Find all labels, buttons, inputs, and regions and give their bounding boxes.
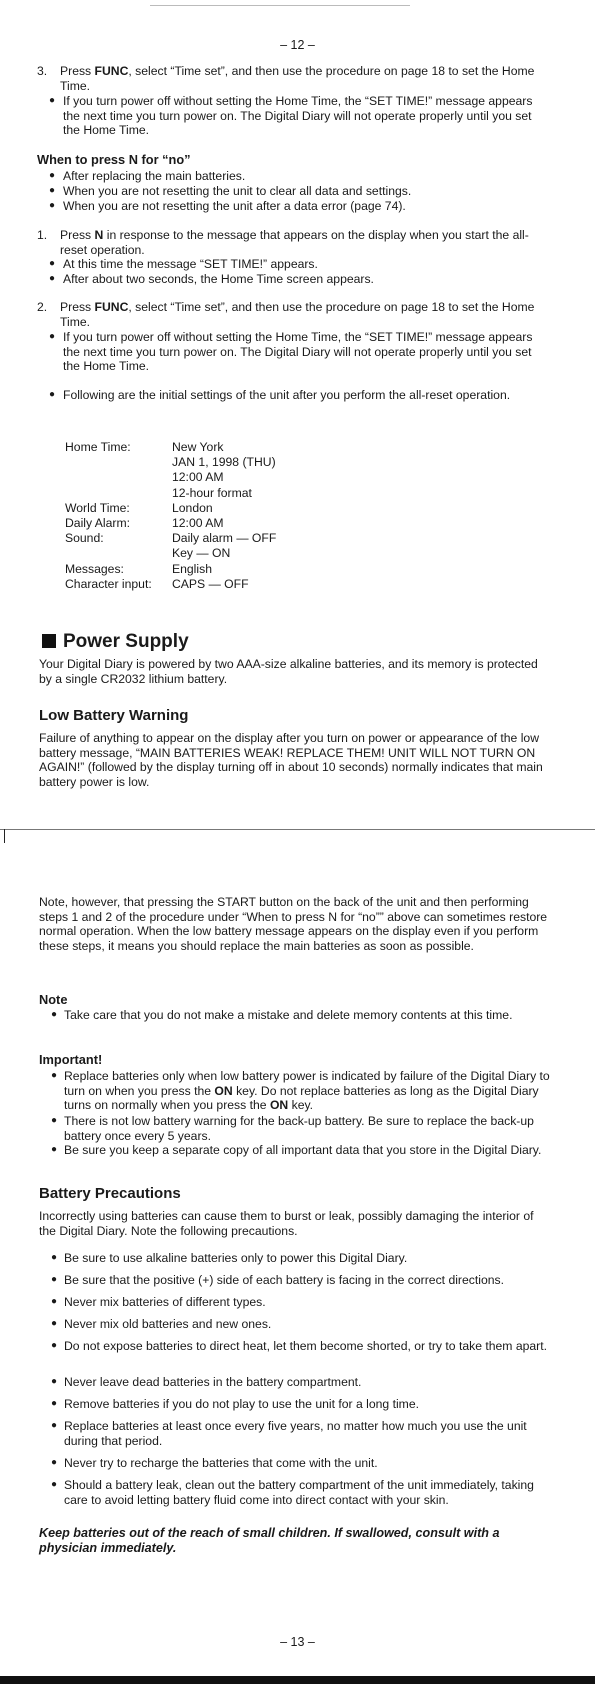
low-battery-paragraph: Failure of anything to appear on the display after you turn on power or appearance of the low battery message, “MAIN BATTERIES WEAK! REPLACE THEM! UNIT WILL NOT TURN ON AGAIN!” (followed by the display turning off in about 10 seconds) normally indicates that main battery power is low. (39, 731, 543, 789)
list-item-text: Replace batteries only when low battery power is indicated by failure of the Digital Diary to turn on when you press the (64, 1069, 550, 1098)
list-item (37, 1317, 551, 1332)
section-heading: When to press N for “no” (37, 152, 191, 167)
setting-value: 12:00 AM (172, 470, 224, 485)
list-item (37, 1456, 551, 1471)
setting-value: London (172, 500, 213, 515)
list-item (37, 1478, 551, 1507)
list-item (37, 257, 551, 272)
bullet-icon: ● (51, 1318, 58, 1329)
bullet-icon: ● (51, 1009, 58, 1020)
list-item-text: At this time the message “SET TIME!” appears. (63, 257, 318, 271)
initial-settings-table (65, 440, 276, 592)
bullet-icon: ● (49, 331, 56, 342)
list-item-text: Never try to recharge the batteries that come with the unit. (64, 1456, 378, 1470)
precautions-paragraph: Incorrectly using batteries can cause them to burst or leak, possibly damaging the interior of the Digital Diary. Note the following precautions. (39, 1209, 534, 1238)
setting-label (65, 486, 172, 501)
list-item-text: Remove batteries if you do not play to use the unit for a long time. (64, 1397, 419, 1411)
bullet-icon: ● (49, 389, 56, 400)
bullet-icon: ● (49, 258, 56, 269)
list-item-text: Never mix batteries of different types. (64, 1295, 266, 1309)
setting-label (65, 546, 172, 561)
step-3 (37, 64, 551, 93)
bullet-icon: ● (49, 95, 56, 106)
setting-value: Key — ON (172, 546, 231, 561)
step-text: , select “Time set”, and then use the procedure on page 18 to set the Home Time. (60, 300, 535, 329)
step-2 (37, 300, 551, 329)
power-supply-paragraph: Your Digital Diary is powered by two AAA-size alkaline batteries, and its memory is protected by a single CR2032 lithium battery. (39, 657, 538, 686)
manual-page-13 (0, 830, 595, 1684)
settings-row (65, 562, 276, 577)
list-item-text: After about two seconds, the Home Time screen appears. (63, 272, 374, 286)
list-item (37, 1069, 551, 1113)
child-safety-warning: Keep batteries out of the reach of small children. If swallowed, consult with a physician immediately. (39, 1526, 500, 1555)
list-item-text: If you turn power off without setting the Home Time, the “SET TIME!” message appears the next time you turn power on. The Digital Diary will not operate properly until you set the Home Time. (63, 330, 533, 373)
bullet-icon: ● (51, 1115, 58, 1126)
setting-label: Sound: (65, 531, 104, 546)
setting-label (65, 455, 172, 470)
step-number: 1. (37, 228, 48, 242)
list-item (37, 184, 551, 199)
top-scan-line (150, 5, 410, 6)
low-battery-heading: Low Battery Warning (39, 707, 189, 724)
manual-page-12 (0, 0, 595, 830)
func-key-label: FUNC (94, 300, 129, 314)
bullet-icon: ● (51, 1376, 58, 1387)
settings-row (65, 516, 276, 531)
step-text: in response to the message that appears on the display when you start the all-reset operation. (60, 228, 529, 257)
list-item-text: If you turn power off without setting the Home Time, the “SET TIME!” message appears the next time you turn power on. The Digital Diary will not operate properly until you set the Home Time. (63, 94, 533, 137)
list-item (37, 1375, 551, 1390)
settings-row (65, 501, 276, 516)
list-item (37, 1008, 551, 1023)
step-text: Press (60, 300, 95, 314)
list-item (37, 1143, 551, 1158)
important-heading: Important! (39, 1052, 103, 1067)
bullet-icon: ● (51, 1252, 58, 1263)
setting-value: Daily alarm — OFF (172, 531, 277, 546)
note-heading: Note (39, 992, 68, 1007)
list-item-text: Be sure you keep a separate copy of all important data that you store in the Digital Diary. (64, 1143, 542, 1157)
bullet-icon: ● (51, 1070, 58, 1081)
setting-value: English (172, 561, 212, 576)
setting-label: Daily Alarm: (65, 516, 131, 531)
settings-row (65, 531, 276, 546)
bullet-icon: ● (51, 1144, 58, 1155)
n-key-label: N (94, 228, 104, 242)
list-item-text: Replace batteries at least once every five years, no matter how much you use the unit during that period. (64, 1419, 527, 1448)
setting-value: 12-hour format (172, 485, 252, 500)
bullet-icon: ● (49, 200, 56, 211)
setting-label (65, 470, 172, 485)
list-item-text: Do not expose batteries to direct heat, let them become shorted, or try to take them apart. (64, 1339, 548, 1353)
step-number: 2. (37, 300, 48, 314)
list-item (37, 199, 551, 214)
step-1 (37, 228, 551, 257)
page-number: – 13 – (280, 1635, 315, 1649)
setting-value: 12:00 AM (172, 516, 224, 531)
settings-row (65, 455, 276, 470)
list-item-text: Be sure that the positive (+) side of each battery is facing in the correct directions. (64, 1273, 504, 1287)
setting-label: World Time: (65, 500, 130, 515)
heading-text: Power Supply (63, 631, 189, 652)
list-item (37, 1273, 551, 1288)
settings-row (65, 546, 276, 561)
setting-label: Character input: (65, 576, 152, 591)
settings-row (65, 470, 276, 485)
list-item (37, 1295, 551, 1310)
list-item-text: key. Do not replace batteries as long as the Digital Diary turns on normally when you press the (64, 1083, 539, 1112)
setting-value: JAN 1, 1998 (THU) (172, 455, 276, 470)
settings-row (65, 486, 276, 501)
list-item-text: Take care that you do not make a mistake and delete memory contents at this time. (64, 1008, 513, 1022)
func-key-label: FUNC (94, 64, 129, 78)
step-text: , select “Time set”, and then use the procedure on page 18 to set the Home Time. (60, 64, 535, 93)
list-item (37, 1397, 551, 1412)
bullet-icon: ● (51, 1398, 58, 1409)
settings-row (65, 577, 276, 592)
setting-label: Home Time: (65, 440, 131, 454)
list-item (37, 330, 551, 374)
list-item-text: Never leave dead batteries in the battery compartment. (64, 1375, 362, 1389)
list-item (37, 1419, 551, 1448)
list-item (37, 1114, 551, 1143)
bullet-icon: ● (51, 1296, 58, 1307)
list-item (37, 169, 551, 184)
setting-value: CAPS — OFF (172, 576, 249, 591)
battery-precautions-heading: Battery Precautions (39, 1185, 181, 1202)
bullet-icon: ● (51, 1420, 58, 1431)
bullet-icon: ● (49, 273, 56, 284)
bullet-icon: ● (49, 185, 56, 196)
on-key-label: ON (214, 1083, 233, 1098)
bottom-border-bar (0, 1676, 595, 1684)
on-key-label: ON (269, 1098, 289, 1112)
step-text: Press (60, 64, 95, 78)
square-bullet-icon (42, 634, 56, 648)
list-item-text: When you are not resetting the unit after a data error (page 74). (63, 199, 406, 213)
list-item (37, 1339, 551, 1354)
list-item-text: Following are the initial settings of the unit after you perform the all-reset operation. (63, 388, 511, 402)
bullet-icon: ● (49, 170, 56, 181)
step-text: Press (60, 228, 95, 242)
list-item (37, 1251, 551, 1266)
list-item-text: key. (288, 1098, 314, 1112)
bullet-icon: ● (51, 1340, 58, 1351)
bullet-icon: ● (51, 1274, 58, 1285)
step-number: 3. (37, 64, 48, 78)
settings-row (65, 440, 276, 455)
bullet-icon: ● (51, 1457, 58, 1468)
setting-value: New York (172, 440, 224, 454)
list-item (37, 272, 551, 287)
list-item-text: After replacing the main batteries. (63, 169, 246, 183)
page-number: – 12 – (280, 38, 315, 52)
list-item-text: There is not low battery warning for the back-up battery. Be sure to replace the back-up battery once every 5 years. (64, 1114, 534, 1143)
list-item-text: Never mix old batteries and new ones. (64, 1317, 272, 1331)
list-item-text: When you are not resetting the unit to clear all data and settings. (63, 184, 412, 198)
intro-paragraph: Note, however, that pressing the START button on the back of the unit and then performing steps 1 and 2 of the procedure under “When to press N for “no”” above can sometimes restore normal operation. When the low battery message appears on the display even if you perform these steps, it means you should replace the main batteries as soon as possible. (39, 895, 548, 953)
list-item (37, 94, 551, 138)
bullet-icon: ● (51, 1479, 58, 1490)
list-item (37, 388, 551, 403)
power-supply-heading (42, 631, 189, 653)
list-item-text: Be sure to use alkaline batteries only to power this Digital Diary. (64, 1251, 408, 1265)
setting-label: Messages: (65, 561, 124, 576)
list-item-text: Should a battery leak, clean out the battery compartment of the unit immediately, taking care to avoid letting battery fluid come into direct contact with your skin. (64, 1478, 534, 1507)
